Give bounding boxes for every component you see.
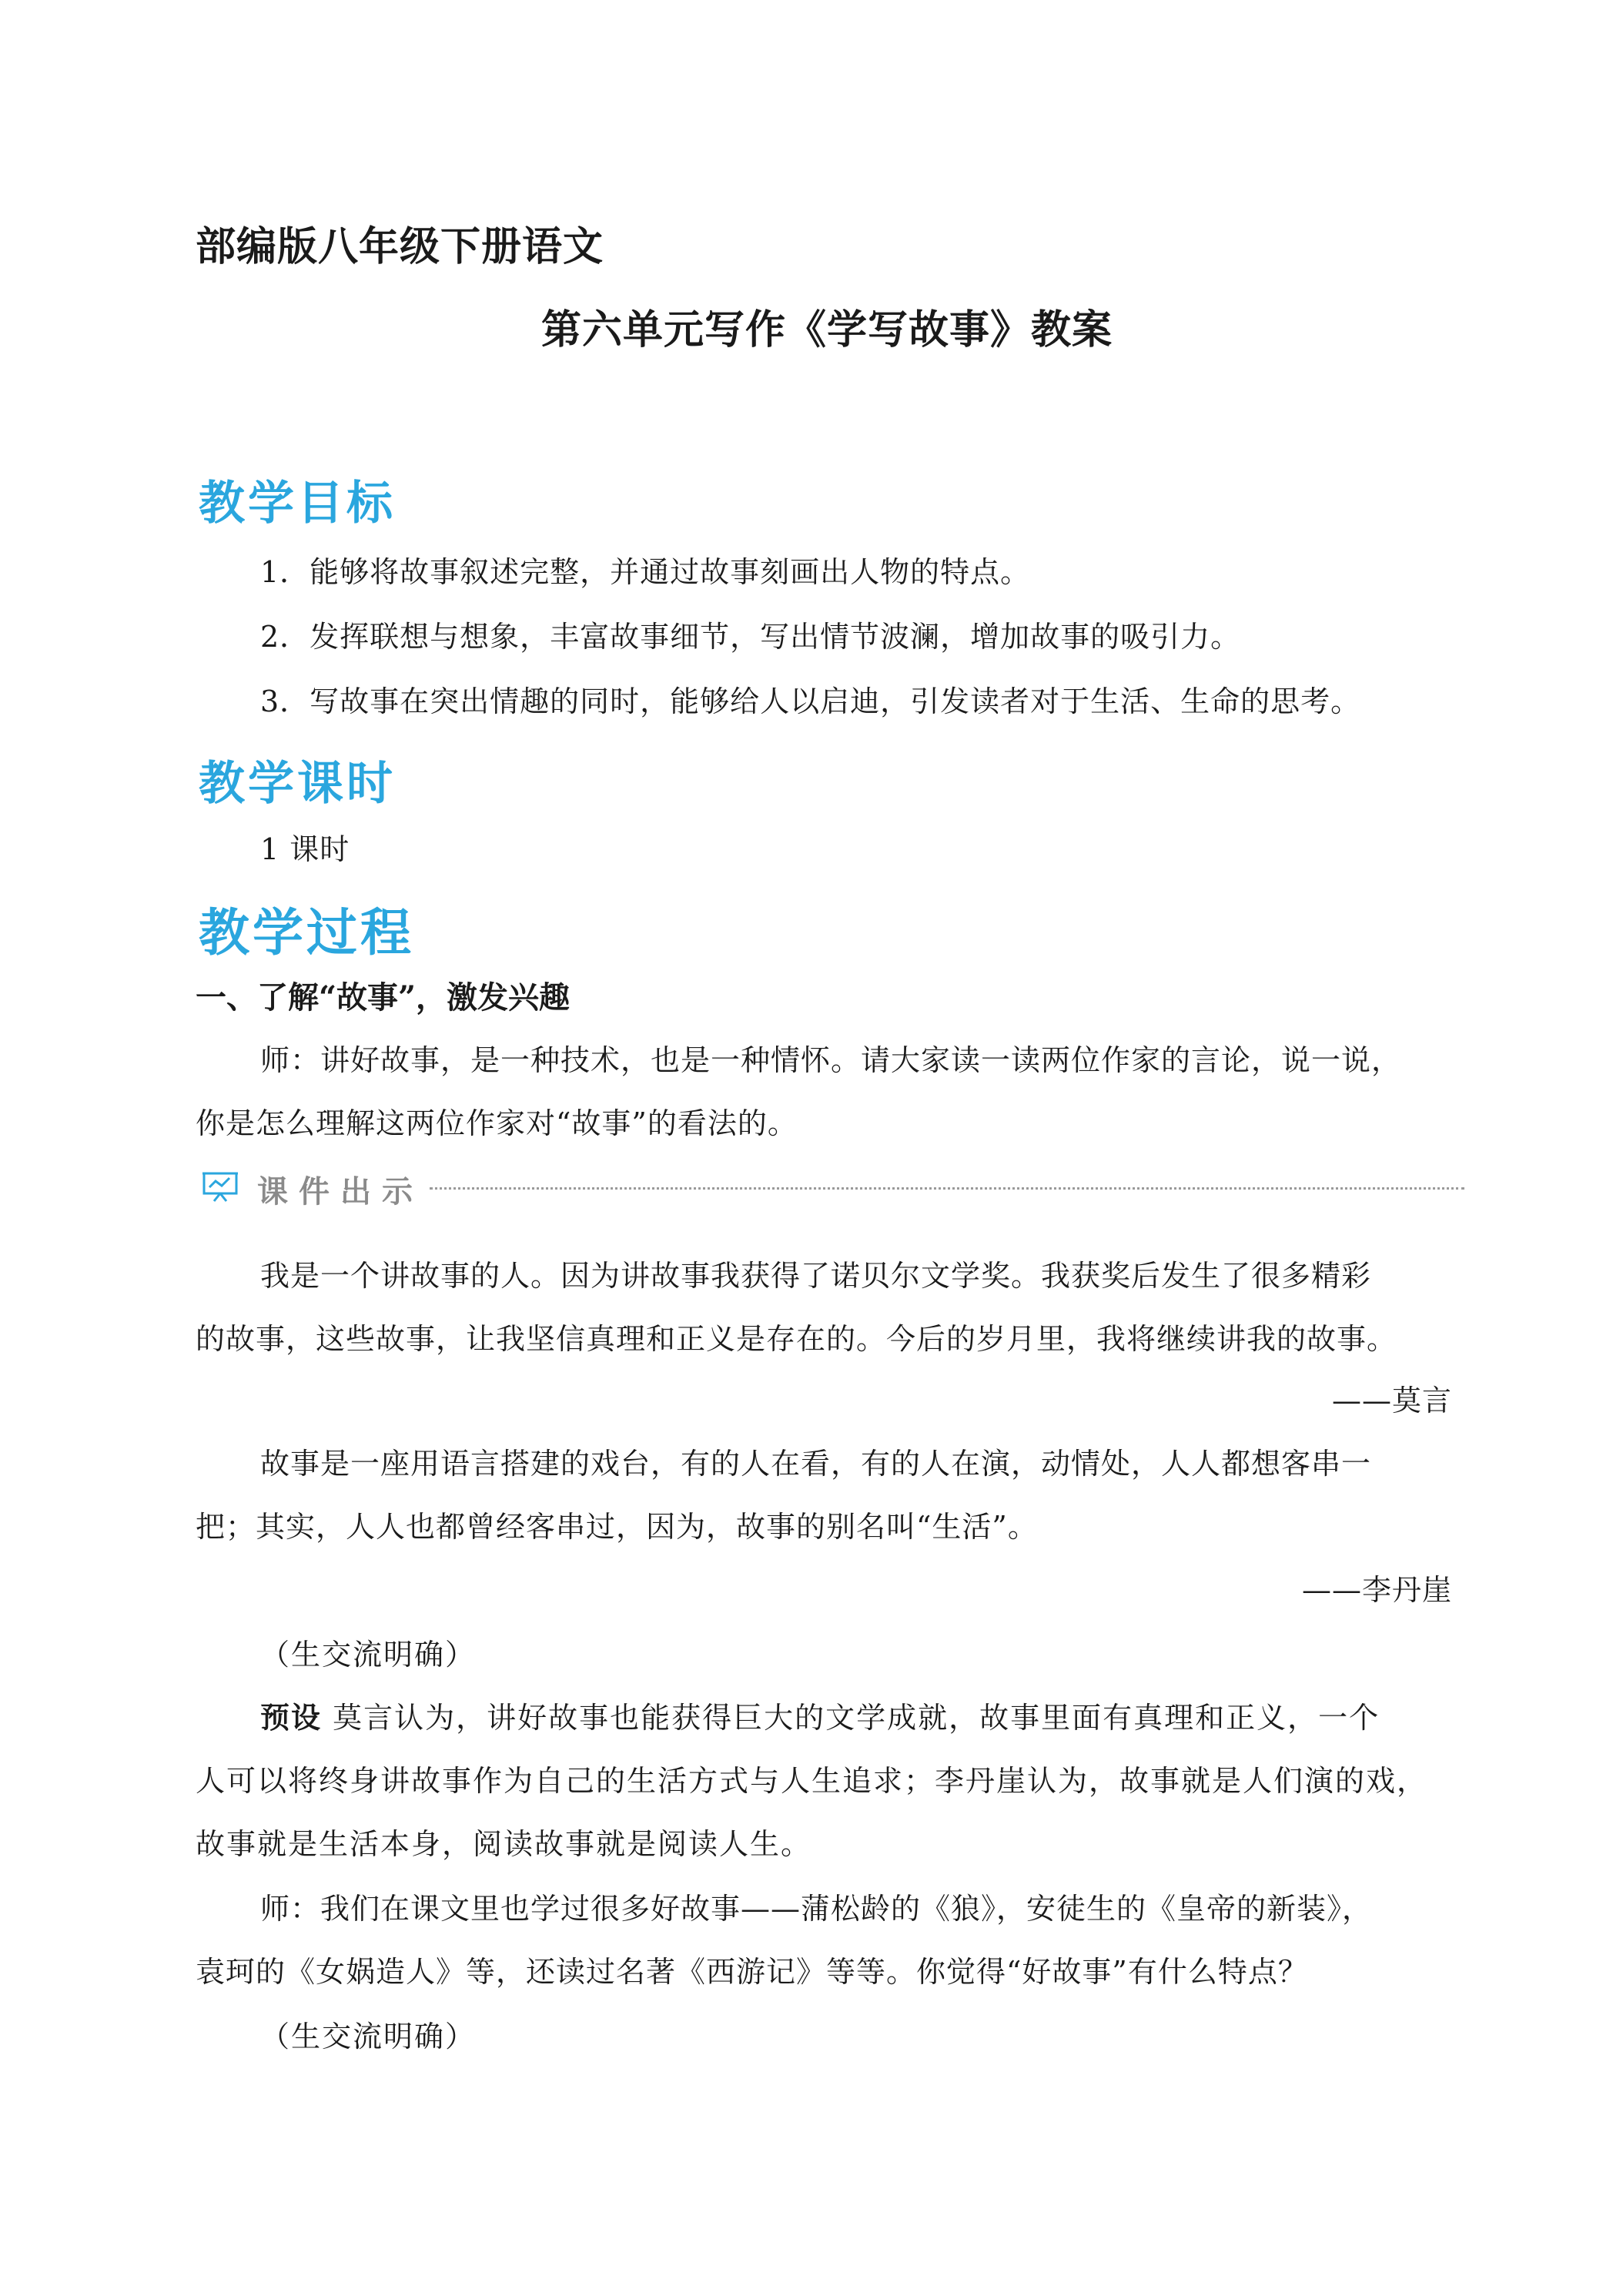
discussion-note-1: （生交流明确） [260,1638,477,1672]
preset-line3: 故事就是生活本身，阅读故事就是阅读人生。 [196,1827,812,1861]
goal-item-2: 2．发挥联想与想象，丰富故事细节，写出情节波澜，增加故事的吸引力。 [260,620,1241,654]
quote1-line1: 我是一个讲故事的人。因为讲故事我获得了诺贝尔文学奖。我获奖后发生了很多精彩 [260,1259,1372,1293]
courseware-banner [202,1164,1464,1210]
teacher-question-line2: 袁珂的《女娲造人》等，还读过名著《西游记》等等。你觉得“好故事”有什么特点？ [196,1955,1308,1989]
goal-item-3: 3．写故事在突出情趣的同时，能够给人以启迪，引发读者对于生活、生命的思考。 [260,684,1361,718]
section-heading-goals: 教学目标 [199,477,396,530]
subsection-heading-1: 一、了解“故事”，激发兴趣 [196,979,571,1016]
document-title-line2: 第六单元写作《学写故事》教案 [540,306,1113,353]
teacher-question-line1: 师：我们在课文里也学过很多好故事——蒲松龄的《狼》，安徒生的《皇帝的新装》， [260,1892,1373,1926]
courseware-banner-label: 课件出示 [257,1174,423,1210]
quote1-author: ——莫言 [1331,1384,1452,1417]
quote2-line2: 把；其实，人人也都曾经客串过，因为，故事的别名叫“生活”。 [196,1510,1038,1544]
section-heading-process: 教学过程 [199,903,414,962]
quote2-author: ——李丹崖 [1301,1573,1452,1607]
quote2-line1: 故事是一座用语言搭建的戏台，有的人在看，有的人在演，动情处，人人都想客串一 [260,1447,1372,1481]
preset-text-1: 莫言认为，讲好故事也能获得巨大的文学成就，故事里面有真理和正义，一个 [333,1701,1380,1735]
teacher-intro-line1: 师：讲好故事，是一种技术，也是一种情怀。请大家读一读两位作家的言论，说一说， [260,1043,1402,1077]
teacher-intro-line2: 你是怎么理解这两位作家对“故事”的看法的。 [196,1106,798,1140]
document-title-line1: 部编版八年级下册语文 [196,223,604,270]
preset-label: 预设 [260,1700,323,1735]
section-heading-hours: 教学课时 [199,757,396,811]
class-hours-text: 1 课时 [260,832,350,866]
banner-dotted-rule [430,1187,1464,1190]
preset-line2: 人可以将终身讲故事作为自己的生活方式与人生追求；李丹崖认为，故事就是人们演的戏， [196,1764,1428,1798]
quote1-line2: 的故事，这些故事，让我坚信真理和正义是存在的。今后的岁月里，我将继续讲我的故事。 [196,1322,1397,1356]
preset-line1 [260,1694,1380,1736]
presentation-board-icon [202,1170,239,1203]
goal-item-1: 1．能够将故事叙述完整，并通过故事刻画出人物的特点。 [260,555,1031,589]
discussion-note-2: （生交流明确） [260,2020,477,2053]
